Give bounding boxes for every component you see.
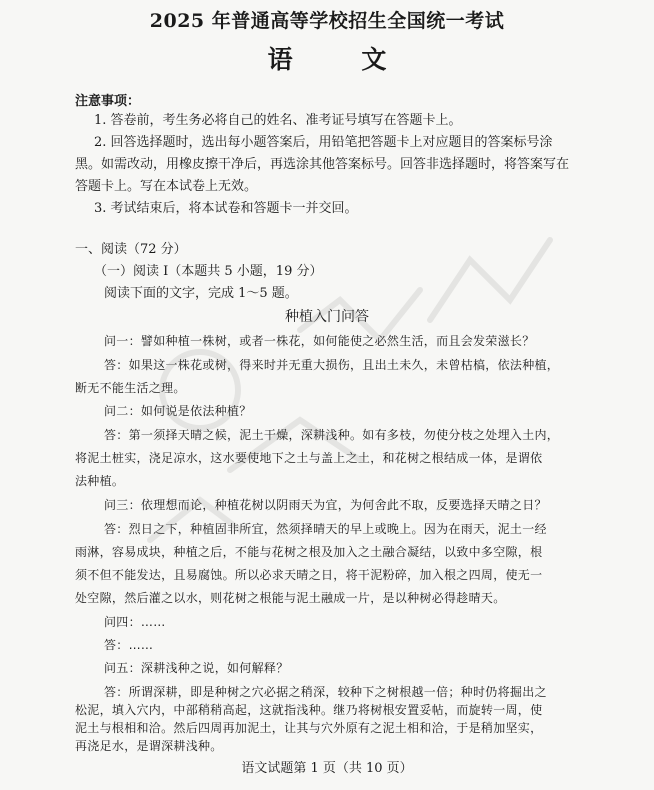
notice-item-2: 2. 回答选择题时，选出每小题答案后，用铅笔把答题卡上对应题目的答案标号涂 [94, 135, 553, 150]
notice-item-1: 1. 答卷前，考生务必将自己的姓名、准考证号填写在答题卡上。 [94, 113, 462, 128]
passage-title: 种植入门问答 [285, 309, 369, 325]
passage-line-a4: 答：…… [104, 638, 154, 652]
passage-line-q3: 问三：依理想而论，种植花树以阴雨天为宜，为何舍此不取，反要选择天晴之日？ [104, 498, 547, 512]
notice-item-2-cont2: 答题卡上。写在本试卷上无效。 [75, 179, 258, 194]
passage-line-a3-cont2: 须不但不能发达，且易腐蚀。所以必求天晴之日，将干泥粉碎，加入根之四周，使无一 [75, 568, 543, 582]
notice-item-2-cont: 黑。如需改动，用橡皮擦干净后，再选涂其他答案标号。回答非选择题时，将答案写在 [75, 157, 570, 172]
passage-line-q1: 问一：譬如种植一株树，或者一株花，如何能使之必然生活，而且会发荣滋长？ [104, 334, 535, 348]
passage-line-q2: 问二：如何说是依法种植？ [104, 404, 252, 418]
passage-line-a5-cont3: 再浇足水，是谓深耕浅种。 [75, 739, 223, 753]
page-footer: 语文试题第 1 页（共 10 页） [241, 761, 413, 776]
passage-line-a3-cont3: 处空隙，然后灌之以水，则花树之根能与泥土融成一片，是以种树必得趁晴天。 [75, 591, 506, 605]
passage-line-a3-cont: 雨淋，容易成块，种植之后，不能与花树之根及加入之土融合凝结，以致中多空隙，根 [75, 545, 543, 559]
passage-line-a1-cont: 断无不能生活之理。 [75, 381, 186, 395]
passage-line-a5-cont2: 泥土与根相和洽。然后四周再加泥土，让其与穴外原有之泥土相和洽，于是稍加坚实， [75, 721, 543, 735]
notice-item-3: 3. 考试结束后，将本试卷和答题卡一并交回。 [94, 201, 358, 216]
passage-line-a2-cont: 将泥土桩实，浇足凉水，这水要使地下之土与盖上之土，和花树之根结成一体，是谓依 [75, 451, 543, 465]
passage-line-a2: 答：第一须择天晴之候，泥土干燥，深耕浅种。如有多枝，勿使分枝之处埋入土内， [104, 428, 560, 442]
section-heading: 一、阅读（72 分） [75, 242, 187, 257]
exam-title: 2025 年普通高等学校招生全国统一考试 [149, 10, 505, 32]
passage-line-q5: 问五：深耕浅种之说，如何解释？ [104, 661, 289, 675]
passage-line-a3: 答：烈日之下，种植固非所宜，然须择晴天的早上或晚上。因为在雨天，泥土一经 [104, 522, 547, 536]
section-sub-heading: （一）阅读 I（本题共 5 小题，19 分） [94, 264, 323, 279]
notice-heading: 注意事项： [75, 94, 141, 109]
subject-title: 语 文 [267, 45, 417, 74]
passage-line-a5: 答：所谓深耕，即是种树之穴必据之稍深，较种下之树根越一倍；种时仍将掘出之 [104, 685, 547, 699]
passage-line-a2-cont2: 法种植。 [75, 474, 125, 488]
watermark-stroke-icon [430, 240, 550, 320]
passage-line-a5-cont: 松泥，填入穴内，中部稍稍高起，这就指浅种。继乃将树根安置妥帖，而旋转一周，使 [75, 703, 543, 717]
passage-line-q4: 问四：…… [104, 615, 166, 629]
section-instruction: 阅读下面的文字，完成 1～5 题。 [104, 286, 298, 301]
passage-line-a1: 答：如果这一株花或树，得来时并无重大损伤，且出土未久，未曾枯槁，依法种植， [104, 358, 560, 372]
